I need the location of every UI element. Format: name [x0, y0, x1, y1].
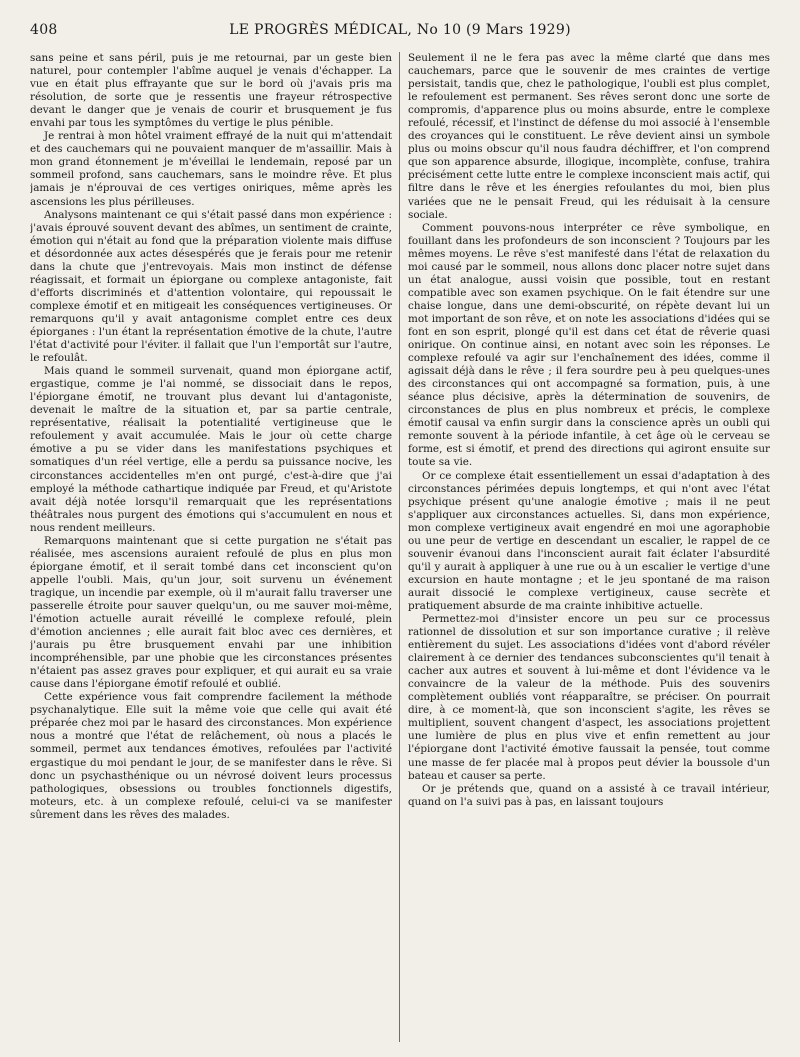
left-column [30, 52, 392, 1047]
paragraph: Seulement il ne le fera pas avec la même clarté que dans mes cauchemars, parce que le souvenir de mes craintes de vertige persistait, tandis que, chez le pathologique, l'oubli est plus complet, le refoulement est permanent. Ses rêves seront donc une sorte de compromis, d'apparence plus ou moins absurde, entre le complexe refoulé, récessif, et l'instinct de défense du moi associé à l'ensemble des croyances qui le constituent. Le rêve devient ainsi un symbole plus ou moins obscur qu'il nous faudra déchiffrer, et l'on comprend que son apparence absurde, illogique, incomplète, confuse, trahira précisément cette lutte entre le complexe inconscient mais actif, qui filtre dans le rêve et les énergies refoulantes du moi, bien plus variées que ne le pensait Freud, qui les réduisait à la censure sociale. [408, 52, 770, 221]
paragraph: Or ce complexe était essentiellement un essai d'adaptation à des circonstances périmées depuis longtemps, et qui n'ont avec l'état psychique présent qu'une analogie émotive ; mais il ne peut s'appliquer aux circonstances actuelles. Si, dans mon expérience, mon complexe vertigineux avait engendré en moi une agoraphobie ou une peur de vertige en descendant un escalier, le rappel de ce souvenir évanoui dans l'inconscient aurait fait éclater l'absurdité qu'il y aurait à appliquer à une rue ou à un escalier le vertige d'une excursion en haute montagne ; et le jeu spontané de ma raison aurait dissocié le complexe vertigineux, cause secrète et pratiquement absurde de ma crainte inhibitive actuelle. [408, 469, 770, 612]
paragraph: Comment pouvons-nous interpréter ce rêve symbolique, en fouillant dans les profondeurs de son inconscient ? Toujours par les mêmes moyens. Le rêve s'est manifesté dans l'état de relaxation du moi causé par le sommeil, nous allons donc placer notre sujet dans un état analogue, aussi voisin que possible, tout en restant compatible avec son examen psychique. On le fait étendre sur une chaise longue, dans une demi-obscurité, on répète devant lui un mot important de son rêve, et on note les associations d'idées qui se font en son esprit, plongé qu'il est dans cet état de rêverie quasi onirique. On continue ainsi, en notant avec soin les réponses. Le complexe refoulé va agir sur l'enchaînement des idées, comme il agissait déjà dans le rêve ; il fera sourdre peu à peu quelques-unes des circonstances qui ont accompagné sa formation, puis, à une séance plus décisive, après la détermination de souvenirs, de circonstances de plus en plus nombreux et précis, le complexe émotif causal va enfin surgir dans la conscience après un oubli qui remonte souvent à la période infantile, à cet âge où le cerveau se forme, est si émotif, et prend des directions qui agiront ensuite sur toute sa vie. [408, 221, 770, 469]
paragraph: sans peine et sans péril, puis je me retournai, par un geste bien naturel, pour contempler l'abîme auquel je venais d'échapper. La vue en était plus effrayante que sur le bord où j'avais pris ma résolution, de sorte que je ressentis une frayeur rétrospective devant le danger que je venais de courir et brusquement je fus envahi par tous les symptômes du vertige le plus pénible. [30, 52, 392, 130]
paragraph: Mais quand le sommeil survenait, quand mon épiorgane actif, ergastique, comme je l'ai nommé, se dissociait dans le repos, l'épiorgane émotif, ne trouvant plus devant lui d'antagoniste, devenait le maître de la situation et, par sa partie centrale, représentative, réalisait la potentialité vertigineuse que le refoulement y avait accumulée. Mais le jour où cette charge émotive a pu se vider dans les manifestations psychiques et somatiques d'un réel vertige, elle a perdu sa puissance nocive, les circonstances accidentelles m'en ont purgé, c'est-à-dire que j'ai employé la méthode cathartique indiquée par Freud, et qu'Aristote avait déjà notée lorsqu'il remarquait que les représentations théâtrales nous purgent des émotions qui s'accumulent en nous et nous rendent meilleurs. [30, 365, 392, 534]
paragraph: Or je prétends que, quand on a assisté à ce travail intérieur, quand on l'a suivi pas à pas, en laissant toujours [408, 782, 770, 808]
paragraph: Cette expérience vous fait comprendre facilement la méthode psychanalytique. Elle suit la même voie que celle qui avait été préparée chez moi par le hasard des circonstances. Mon expérience nous a montré que l'état de relâchement, où nous a placés le sommeil, permet aux tendances émotives, refoulées par l'activité ergastique du moi pendant le jour, de se manifester dans le rêve. Si donc un psychasthénique ou un névrosé doivent leurs processus pathologiques, obsessions ou troubles fonctionnels digestifs, moteurs, etc. à un complexe refoulé, celui-ci va se manifester sûrement dans les rêves des malades. [30, 691, 392, 821]
paragraph: Remarquons maintenant que si cette purgation ne s'était pas réalisée, mes ascensions auraient refoulé de plus en plus mon épiorgane émotif, et il serait tombé dans cet inconscient qu'on appelle l'oubli. Mais, qu'un jour, soit survenu un événement tragique, un incendie par exemple, où il m'aurait fallu traverser une passerelle étroite pour sauver quelqu'un, ou me sauver moi-même, l'émotion actuelle aurait réveillé le complexe refoulé, plein d'émotion anciennes ; elle aurait fait bloc avec ces dernières, et j'aurais pu être brusquement envahi par une inhibition incompréhensible, par une phobie que les circonstances présentes n'étaient pas assez graves pour expliquer, et qui aurait eu sa vraie cause dans l'épiorgane émotif refoulé et oublié. [30, 534, 392, 691]
paragraph: Je rentrai à mon hôtel vraiment effrayé de la nuit qui m'attendait et des cauchemars qui ne pouvaient manquer de m'assaillir. Mais à mon grand étonnement je m'éveillai le lendemain, reposé par un sommeil profond, sans cauchemars, sans le moindre rêve. Et plus jamais je n'éprouvai de ces vertiges oniriques, même après les ascensions les plus périlleuses. [30, 130, 392, 208]
page-header [30, 22, 770, 42]
paragraph: Permettez-moi d'insister encore un peu sur ce processus rationnel de dissolution et sur son importance curative ; il relève entièrement du sujet. Les associations d'idées vont d'abord révéler clairement à ce dernier des tendances subconscientes qu'il tenait à cacher aux autres et souvent à lui-même et dont l'évidence va le convaincre de la valeur de la méthode. Puis des souvenirs complètement oubliés vont réapparaître, se préciser. On pourrait dire, à ce moment-là, que son inconscient s'agite, les rêves se multiplient, souvent changent d'aspect, les associations projettent une lumière de plus en plus vive et enfin remettent au jour l'épiorgane dont l'activité émotive faussait la pensée, tout comme une masse de fer placée mal à propos peut dévier la boussole d'un bateau et causer sa perte. [408, 613, 770, 782]
paragraph: Analysons maintenant ce qui s'était passé dans mon expérience : j'avais éprouvé souvent devant des abîmes, un sentiment de crainte, émotion qui n'était au fond que la préparation violente mais diffuse et désordonnée aux actes désespérés que je ferais pour me retenir dans la chute que j'entrevoyais. Mais mon instinct de défense réagissait, et formait un épiorgane ou complexe antagoniste, fait d'efforts discriminés et d'attention volontaire, qui repoussait le complexe émotif et en mitigeait les conséquences vertigineuses. Or remarquons qu'il y avait antagonisme complet entre ces deux épiorganes : l'un étant la représentation émotive de la chute, l'autre l'état d'activité pour l'éviter. il fallait que l'un l'emportât sur l'autre, le refoulât. [30, 208, 392, 365]
page-number: 408 [30, 22, 58, 38]
running-title: LE PROGRÈS MÉDICAL, No 10 (9 Mars 1929) [229, 22, 571, 38]
right-column [408, 52, 770, 1047]
column-divider [399, 52, 400, 1042]
